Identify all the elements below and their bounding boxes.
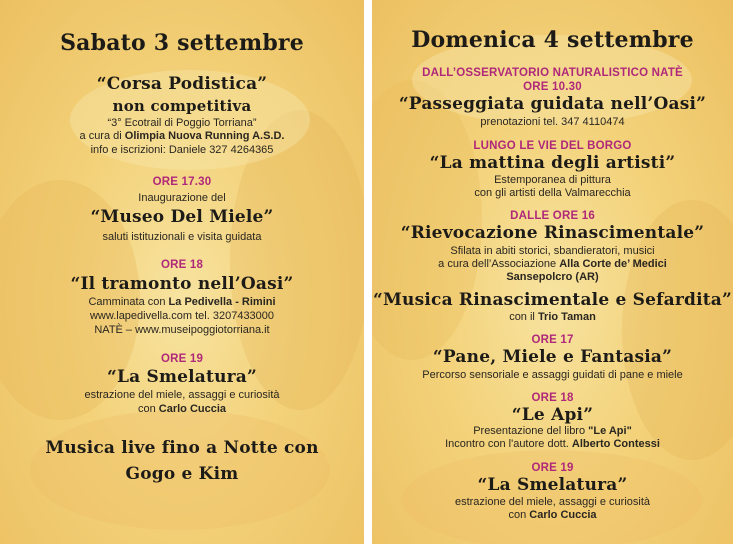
smelatura-title: “La Smelatura” xyxy=(107,367,257,387)
smelatura-time: ORE 19 xyxy=(160,353,204,365)
rievocazione-time: DALLE ORE 16 xyxy=(510,210,595,222)
tramonto-line-1: Camminata con La Pedivella - Rimini xyxy=(88,296,276,308)
page-divider xyxy=(364,0,372,544)
saturday-panel xyxy=(0,0,364,544)
tramonto-title: “Il tramonto nell’Oasi” xyxy=(70,274,294,294)
corsa-subtitle: non competitiva xyxy=(112,97,252,115)
museo-line-2: saluti istituzionali e visita guidata xyxy=(102,231,262,243)
museo-title: “Museo Del Miele” xyxy=(90,207,274,227)
smelatura-line-1: estrazione del miele, assaggi e curiosità xyxy=(84,389,280,401)
api-time: ORE 18 xyxy=(531,392,574,404)
saturday-title: Sabato 3 settembre xyxy=(60,30,304,56)
api-line-2: Incontro con l'autore dott. Alberto Contessi xyxy=(445,438,660,450)
api-title: “Le Api” xyxy=(511,405,594,425)
smelatura-line-2: con Carlo Cuccia xyxy=(137,403,227,415)
pane-line-1: Percorso sensoriale e assaggi guidati di pane e miele xyxy=(422,369,683,381)
passeggiata-location: DALL’OSSERVATORIO NATURALISTICO NATÈ xyxy=(422,67,683,79)
rievocazione-line-3: Sansepolcro (AR) xyxy=(506,271,599,283)
corsa-title: “Corsa Podistica” xyxy=(96,74,268,94)
pane-title: “Pane, Miele e Fantasia” xyxy=(432,347,673,367)
musica-live-line-1: Musica live fino a Notte con xyxy=(45,438,319,458)
corsa-line-1: “3° Ecotrail di Poggio Torriana” xyxy=(107,117,257,129)
tramonto-line-3: NATÈ – www.museipoggiotorriana.it xyxy=(94,324,270,336)
tramonto-line-2: www.lapedivella.com tel. 3207433000 xyxy=(89,310,275,322)
passeggiata-line-1: prenotazioni tel. 347 4110474 xyxy=(480,116,625,128)
rievocazione-line-1: Sfilata in abiti storici, sbandieratori, musici xyxy=(450,245,655,257)
musica-live-line-2: Gogo e Kim xyxy=(125,464,239,484)
artisti-line-1: Estemporanea di pittura xyxy=(494,174,611,186)
sunday-panel xyxy=(372,0,733,544)
museo-line-1: Inaugurazione del xyxy=(138,192,226,204)
smelatura-sunday-title: “La Smelatura” xyxy=(477,475,628,495)
rievocazione-line-2: a cura dell’Associazione Alla Corte de’ Medici xyxy=(438,258,667,270)
rievocazione-title: “Rievocazione Rinascimentale” xyxy=(400,223,705,243)
tramonto-time: ORE 18 xyxy=(160,259,204,271)
musica-rinascimentale-title: “Musica Rinascimentale e Sefardita” xyxy=(373,290,732,310)
smelatura-sunday-time: ORE 19 xyxy=(531,462,574,474)
passeggiata-time: ORE 10.30 xyxy=(523,81,582,93)
smelatura-sunday-line-2: con Carlo Cuccia xyxy=(508,509,597,521)
artisti-location: LUNGO LE VIE DEL BORGO xyxy=(473,140,632,152)
passeggiata-title: “Passeggiata guidata nell’Oasi” xyxy=(398,94,707,114)
museo-time: ORE 17.30 xyxy=(152,176,212,188)
smelatura-sunday-line-1: estrazione del miele, assaggi e curiosità xyxy=(454,496,651,508)
api-line-1: Presentazione del libro "Le Api" xyxy=(473,425,632,437)
corsa-line-2: a cura di Olimpia Nuova Running A.S.D. xyxy=(79,130,285,142)
artisti-line-2: con gli artisti della Valmarecchia xyxy=(474,187,631,199)
pane-time: ORE 17 xyxy=(531,334,574,346)
artisti-title: “La mattina degli artisti” xyxy=(429,153,676,173)
sunday-title: Domenica 4 settembre xyxy=(411,27,694,53)
musica-rinascimentale-line-1: con il Trio Taman xyxy=(509,311,596,323)
corsa-line-3: info e iscrizioni: Daniele 327 4264365 xyxy=(90,144,274,156)
